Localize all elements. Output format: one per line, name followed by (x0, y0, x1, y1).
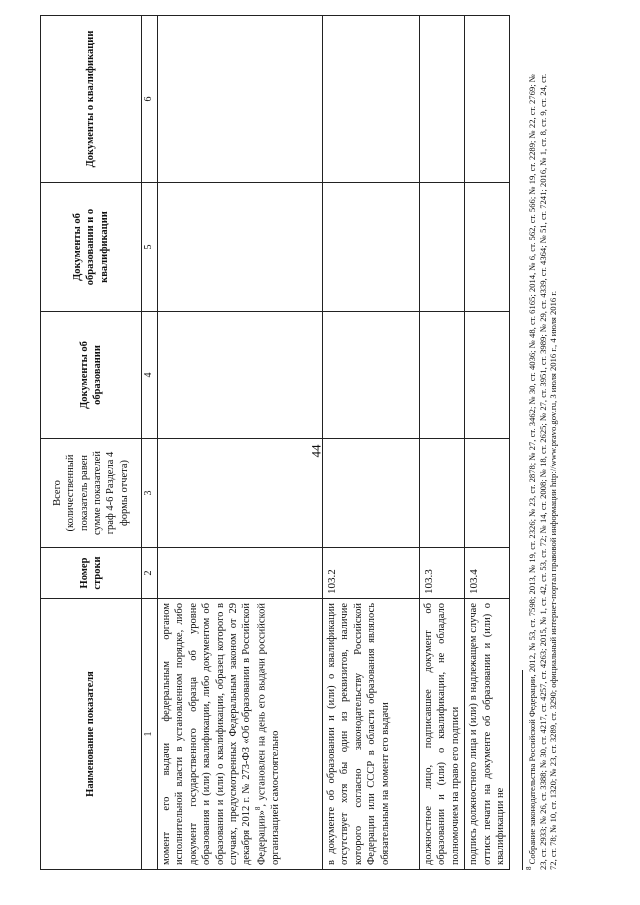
value-cell[interactable] (322, 16, 419, 183)
header-row-number: Номер строки (41, 548, 142, 599)
footnote-mark: 8 (253, 806, 262, 811)
column-number: 4 (142, 312, 158, 439)
column-number: 5 (142, 183, 158, 312)
column-number-row (142, 16, 158, 870)
value-cell[interactable] (465, 16, 510, 183)
row-number-cell: 103.4 (465, 548, 510, 599)
table-row (419, 16, 464, 870)
value-cell[interactable] (419, 312, 464, 439)
indicator-name: момент его выдачи федеральным органом исполнительной власти в установленном порядке, либо документ государственного образца об уровне образования и (или) квалификации, либо документом об образовании и (или) о квалификации, образец которого в случаях, предусмотренных Федеральным законом от 29 декабря 2012 г. № 273-ФЗ «Об образовании в Российской Федерации» (160, 603, 268, 865)
indicator-name: в документе об образовании и (или) о квалификации отсутствует хотя бы один из реквизитов, наличие которого согласно законодательству Российской Федерации или СССР в области образования являлось обязательным на момент его выдачи (322, 599, 419, 870)
footnote-mark: 8 (525, 866, 533, 870)
column-number: 3 (142, 439, 158, 548)
page-number: 44 (308, 444, 324, 458)
indicator-name-cell (157, 599, 322, 870)
value-cell[interactable] (419, 183, 464, 312)
value-cell[interactable] (465, 183, 510, 312)
footnote-text: Собрание законодательства Российской Федерации, 2012, № 53, ст. 7598; 2013, № 19, ст. 2326; № 23, ст. 2878; № 27, ст. 3462; № 30, ст. 4036; № 48, ст. 6165; 2014, № 6, ст. 562, ст. 566; № 19, ст. 2289; № 22, ст. 2769; № 23, ст. 2933; № 26, ст. 3388; № 30, ст. 4217, ст. 4257, ст. 4263; 2015, № 1, ст. 42, ст. 53, ст. 72; № 14, ст. 2008; № 18, ст. 2625; № 27, ст. 3951, ст. 3989; № 29, ст. 4339, ст. 4364; № 51, ст. 7241; 2016, № 1, ст. 8, ст. 9, ст. 24, ст. 72, ст. 78; № 10, ст. 1320; № 23, ст. 3289, ст. 3290; официальный интернет-портал правовой информации http://www.pravo.gov.ru, 3 июля 2016 г., 4 июля 2016 г. (526, 73, 559, 870)
indicator-name: должностное лицо, подписавшее документ об образовании и (или) о квалификации, не обладало полномочием на право его подписи (419, 599, 464, 870)
indicator-name: подпись должностного лица и (или) в надлежащем случае оттиск печати на документе об образовании и (или) о квалификации не (465, 599, 510, 870)
indicator-name-tail: , установлен на день его выдачи российской организацией самостоятельно (256, 603, 281, 865)
header-education-docs: Документы об образовании (41, 312, 142, 439)
value-cell[interactable] (322, 312, 419, 439)
row-number-cell (157, 548, 322, 599)
report-table-wrapper (40, 30, 520, 870)
value-cell[interactable] (465, 312, 510, 439)
value-cell[interactable] (157, 16, 322, 183)
footnote-divider (522, 670, 523, 870)
header-total: Всего (количественный показатель равен сумме показателей граф 4-6 Раздела 4 формы отчета) (41, 439, 142, 548)
table-row (157, 16, 322, 870)
column-number: 2 (142, 548, 158, 599)
rotated-page-content (40, 30, 559, 870)
value-cell[interactable] (157, 312, 322, 439)
row-number-cell: 103.2 (322, 548, 419, 599)
table-row (465, 16, 510, 870)
value-cell[interactable] (419, 439, 464, 548)
header-indicator-name: Наименование показателя (41, 599, 142, 870)
value-cell[interactable] (157, 439, 322, 548)
column-number: 6 (142, 16, 158, 183)
value-cell[interactable] (157, 183, 322, 312)
indicator-table (40, 15, 510, 870)
row-number-cell: 103.3 (419, 548, 464, 599)
header-education-qualification-docs: Документы об образовании и о квалификации (41, 183, 142, 312)
value-cell[interactable] (465, 439, 510, 548)
header-qualification-docs: Документы о квалификации (41, 16, 142, 183)
value-cell[interactable] (419, 16, 464, 183)
table-header-row (41, 16, 142, 870)
column-number: 1 (142, 599, 158, 870)
table-row (322, 16, 419, 870)
footnote (522, 70, 559, 870)
value-cell[interactable] (322, 183, 419, 312)
value-cell[interactable] (322, 439, 419, 548)
